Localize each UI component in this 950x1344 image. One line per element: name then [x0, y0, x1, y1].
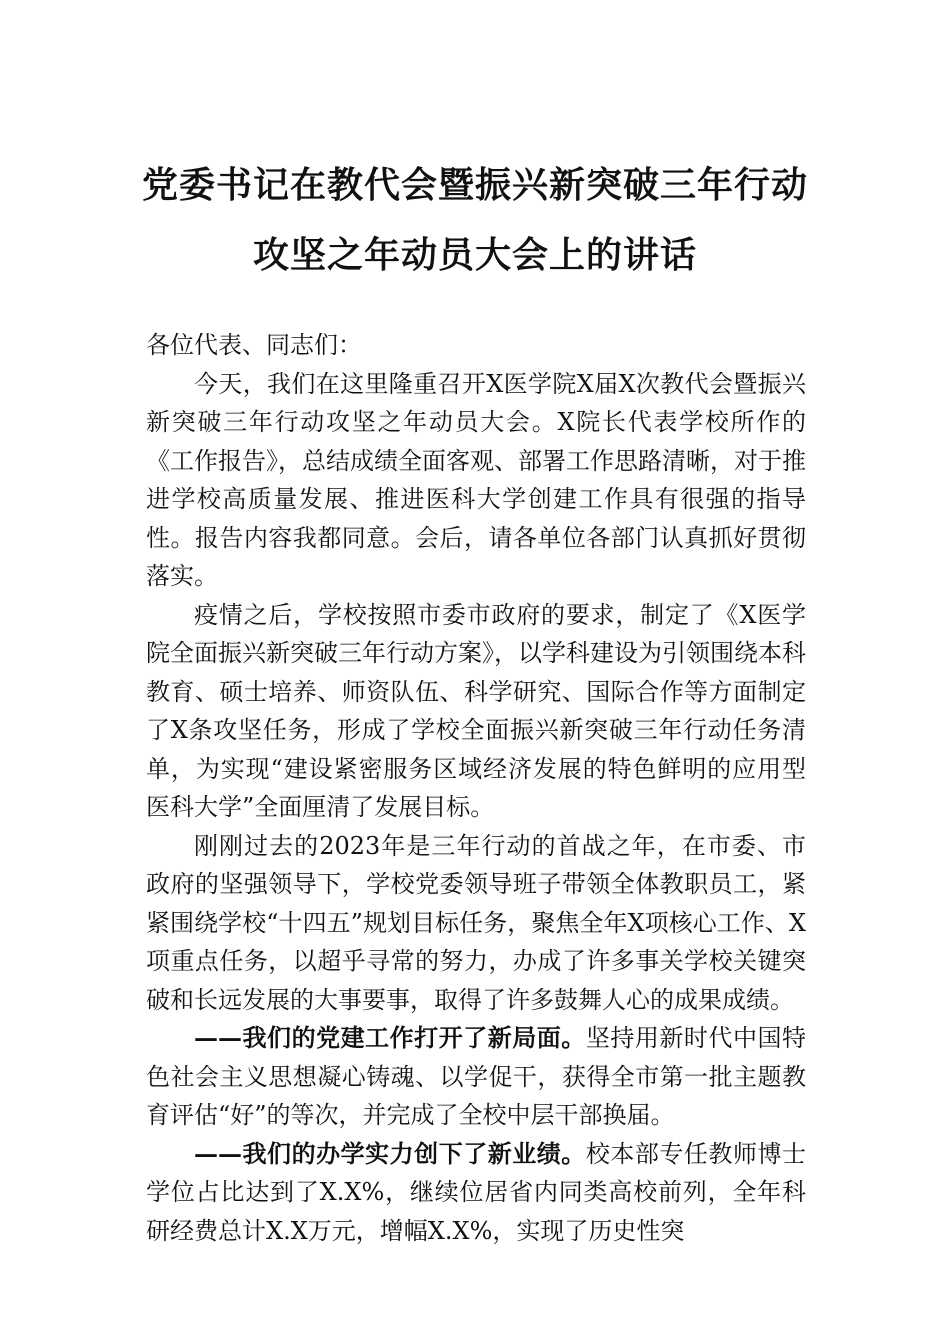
- document-title-line-2: 攻坚之年动员大会上的讲话: [252, 234, 697, 276]
- document-title-line-1: 党委书记在教代会暨振兴新突破三年行动: [141, 164, 808, 206]
- paragraph-opening: 今天，我们在这里隆重召开X医学院X届X次教代会暨振兴新突破三年行动攻坚之年动员大会。X院长代表学校所作的《工作报告》，总结成绩全面客观、部署工作思路清晰，对于推进学校高质量发展、推进医科大学创建工作具有很强的指导性。报告内容我都同意。会后，请各单位各部门认真抓好贯彻落实。: [146, 369, 806, 590]
- highlight-lead: ——我们的党建工作打开了新局面。: [194, 1023, 586, 1052]
- highlight-text: 校本部专任教师博士学位占比达到了X.X%，继续位居省内同类高校前列，全年科研经费总计X.X万元，增幅X.X%，实现了历史性突: [146, 1139, 807, 1245]
- highlight-school-strength: [146, 1135, 806, 1251]
- salutation: 各位代表、同志们：: [146, 331, 362, 359]
- highlight-party-building: [146, 1019, 806, 1135]
- document-body: [146, 326, 806, 1250]
- highlight-lead: ——我们的办学实力创下了新业绩。: [194, 1138, 586, 1168]
- paragraph-action-plan: 疫情之后，学校按照市委市政府的要求，制定了《X医学院全面振兴新突破三年行动方案》，以学科建设为引领围绕本科教育、硕士培养、师资队伍、科学研究、国际合作等方面制定了X条攻坚任务，形成了学校全面振兴新突破三年行动任务清单，为实现“建设紧密服务区域经济发展的特色鲜明的应用型医科大学”全面厘清了发展目标。: [146, 600, 806, 821]
- paragraph-2023-review: 刚刚过去的2023年是三年行动的首战之年，在市委、市政府的坚强领导下，学校党委领导班子带领全体教职员工，紧紧围绕学校“十四五”规划目标任务，聚焦全年X项核心工作、X项重点任务，以超乎寻常的努力，办成了许多事关学校关键突破和长远发展的大事要事，取得了许多鼓舞人心的成果成绩。: [146, 831, 806, 1014]
- highlight-text: 坚持用新时代中国特色社会主义思想凝心铸魂、以学促干，获得全市第一批主题教育评估“好”的等次，并完成了全校中层干部换届。: [146, 1024, 807, 1129]
